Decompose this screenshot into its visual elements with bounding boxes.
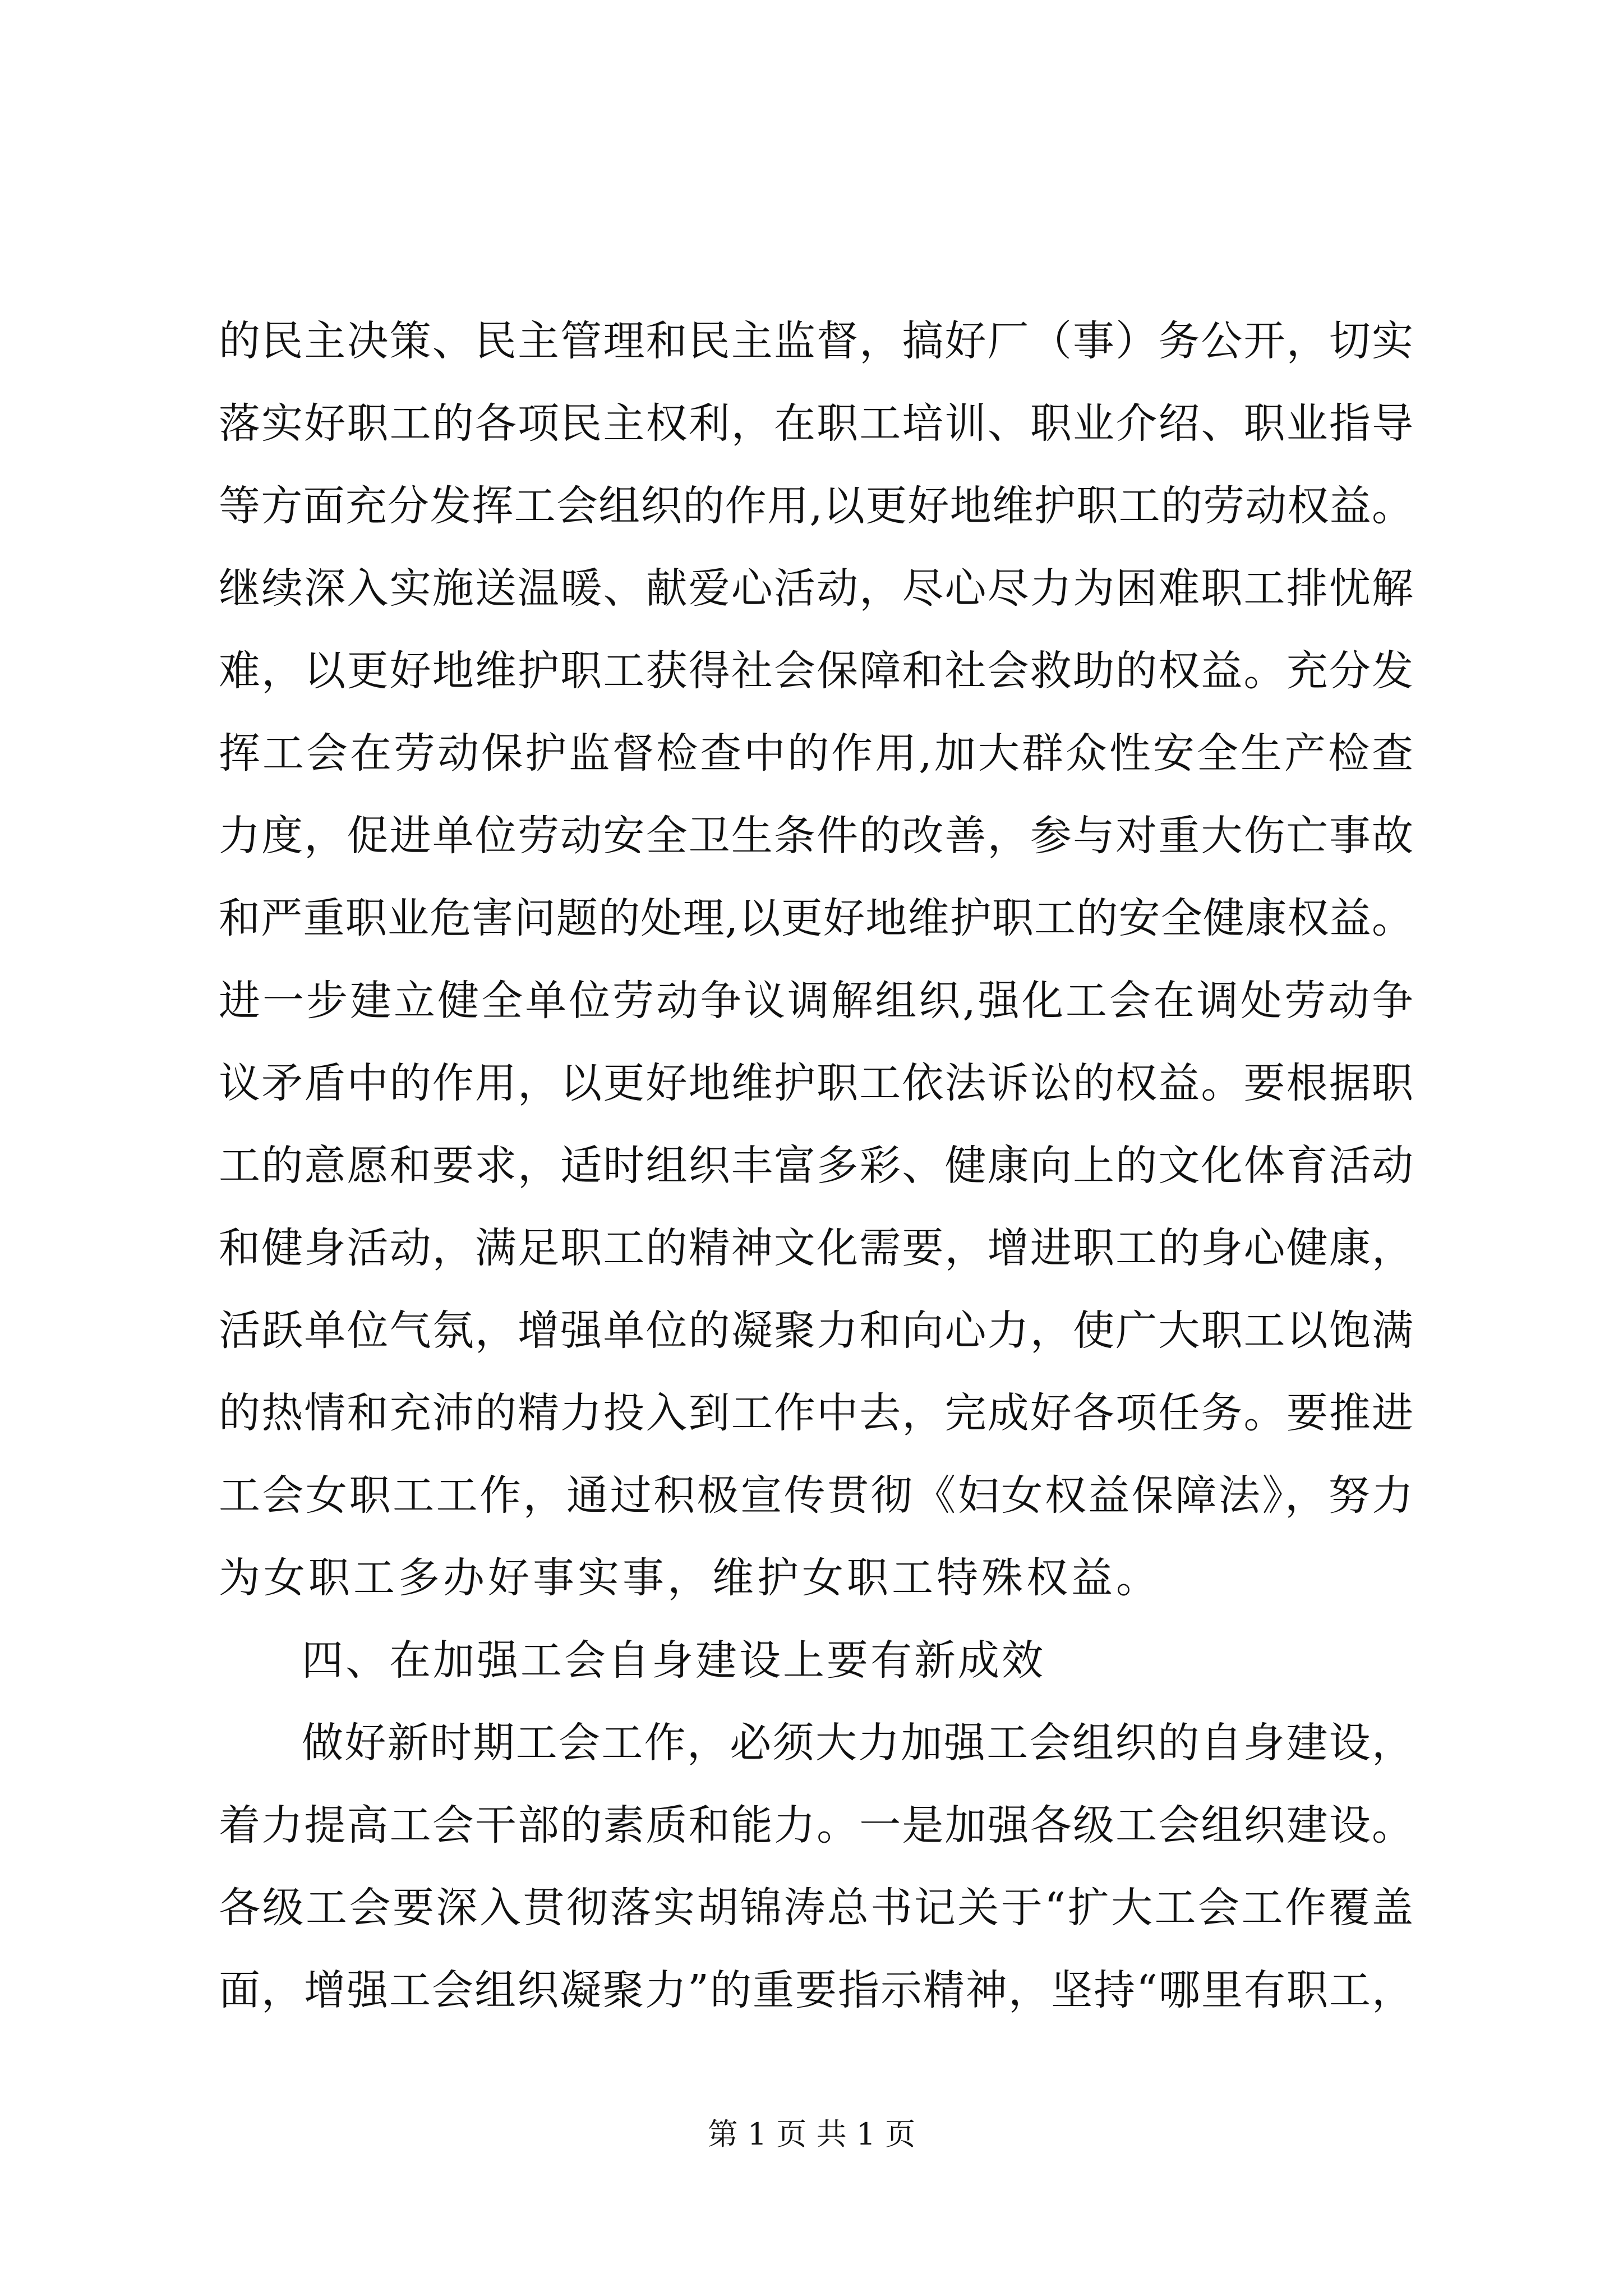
text-line: 等方面充分发挥工会组织的作用,以更好地维护职工的劳动权益。 — [219, 482, 1413, 530]
page-footer: 第 1 页 共 1 页 — [707, 2116, 916, 2152]
text-line: 各级工会要深入贯彻落实胡锦涛总书记关于“扩大工会工作覆盖 — [219, 1884, 1413, 1932]
text-line: 难，以更好地维护职工获得社会保障和社会救助的权益。充分发 — [219, 647, 1413, 695]
text-line: 为女职工多办好事实事，维护女职工特殊权益。 — [219, 1554, 1161, 1602]
text-line: 的民主决策、民主管理和民主监督，搞好厂（事）务公开，切实 — [219, 317, 1413, 365]
body-text — [219, 300, 1413, 2032]
text-line: 和健身活动，满足职工的精神文化需要，增进职工的身心健康， — [219, 1224, 1413, 1272]
text-line: 落实好职工的各项民主权利，在职工培训、职业介绍、职业指导 — [219, 399, 1413, 448]
text-line: 继续深入实施送温暖、献爱心活动，尽心尽力为困难职工排忧解 — [219, 564, 1413, 613]
text-line: 工的意愿和要求，适时组织丰富多彩、健康向上的文化体育活动 — [219, 1142, 1413, 1190]
text-line: 的热情和充沛的精力投入到工作中去，完成好各项任务。要推进 — [219, 1389, 1413, 1437]
text-line: 挥工会在劳动保护监督检查中的作用,加大群众性安全生产检查 — [219, 729, 1413, 777]
text-line: 做好新时期工会工作，必须大力加强工会组织的自身建设， — [302, 1719, 1413, 1767]
text-line: 面，增强工会组织凝聚力”的重要指示精神，坚持“哪里有职工， — [219, 1966, 1413, 2014]
text-line: 议矛盾中的作用，以更好地维护职工依法诉讼的权益。要根据职 — [219, 1059, 1413, 1107]
text-line: 工会女职工工作，通过积极宣传贯彻《妇女权益保障法》，努力 — [219, 1471, 1413, 1520]
text-line: 力度，促进单位劳动安全卫生条件的改善，参与对重大伤亡事故 — [219, 812, 1413, 860]
text-line: 着力提高工会干部的素质和能力。一是加强各级工会组织建设。 — [219, 1801, 1413, 1849]
text-line: 进一步建立健全单位劳动争议调解组织,强化工会在调处劳动争 — [219, 977, 1413, 1025]
text-line: 活跃单位气氛，增强单位的凝聚力和向心力，使广大职工以饱满 — [219, 1306, 1413, 1355]
section-heading: 四、在加强工会自身建设上要有新成效 — [302, 1636, 1045, 1685]
text-line: 和严重职业危害问题的处理,以更好地维护职工的安全健康权益。 — [219, 894, 1413, 942]
